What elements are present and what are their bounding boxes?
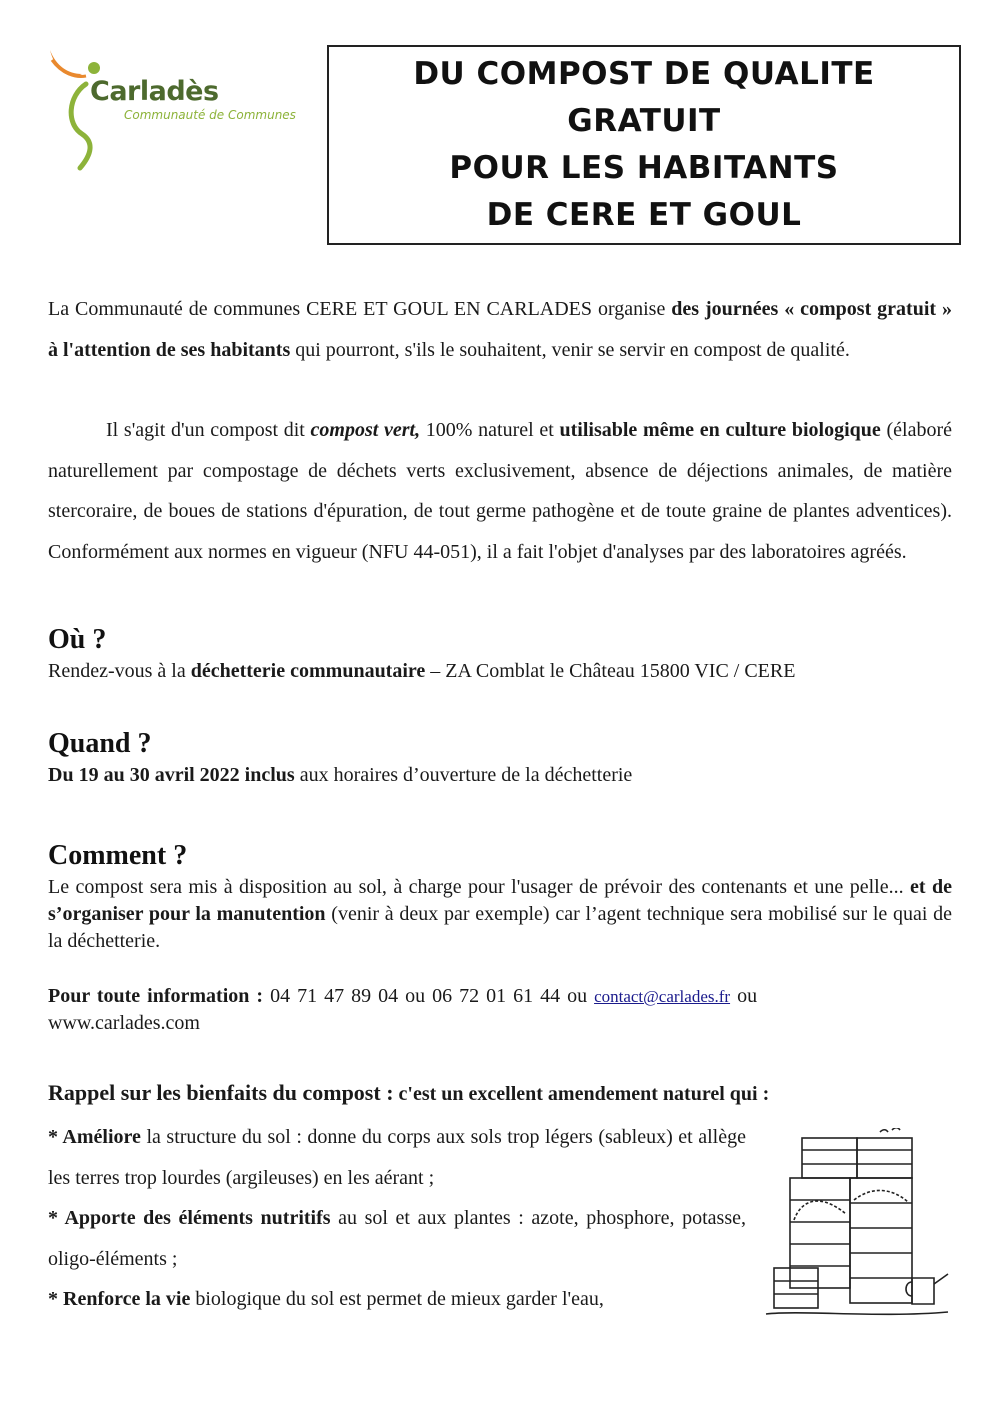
intro-text: qui pourront, s'ils le souhaitent, venir se servir en compost de qualité. [290, 338, 850, 361]
benefit-label: * Améliore [48, 1126, 141, 1148]
compost-bin-illustration-icon [762, 1128, 952, 1323]
heading-ou: Où ? [48, 624, 107, 655]
heading-quand: Quand ? [48, 728, 152, 759]
benefit-text: au sol et aux plantes : azote, phosphore, potasse, oligo-éléments ; [48, 1207, 746, 1270]
quand-dates: Du 19 au 30 avril 2022 inclus [48, 764, 295, 786]
intro-text: 100% naturel et [420, 419, 560, 441]
website-link[interactable]: www.carlades.com [48, 1012, 200, 1034]
contact-phones: 04 71 47 89 04 ou 06 72 01 61 44 ou [263, 985, 595, 1007]
comment-bold: et de s’organiser pour la manutention [48, 876, 952, 925]
intro-text: (élaboré naturellement par compostage de déchets verts exclusivement, absence de déjections animales, de matière stercoraire, de boues de stations d'épuration, de tout germe pathogène et de toute graine de plantes adventices). Conformément aux normes en vigueur (NFU 44-051), il a fait l'objet d'analyses par des laboratoires agréés. [48, 419, 952, 563]
benefit-text: la structure du sol : donne du corps aux sols trop légers (sableux) et allège les terres trop lourdes (argileuses) en les aérant ; [48, 1126, 746, 1189]
comment-text [48, 874, 952, 955]
benefit-text: biologique du sol est permet de mieux garder l'eau, [190, 1288, 604, 1310]
contact-or: ou [730, 985, 758, 1007]
contact-info [48, 983, 952, 1037]
ou-text [48, 658, 952, 685]
list-item [48, 1279, 746, 1320]
title-line-3: POUR LES HABITANTS [449, 150, 839, 186]
logo-subtitle: Communauté de Communes [124, 108, 296, 122]
ou-address: – ZA Comblat le Château 15800 VIC / CERE [425, 660, 796, 682]
intro-bold: des journées « compost gratuit » à l'attention de ses habitants [48, 298, 952, 361]
rappel-title: Rappel sur les bienfaits du compost : [48, 1080, 394, 1105]
title-line-1: DU COMPOST DE QUALITE [413, 56, 875, 92]
rappel-subtitle: c'est un excellent amendement naturel qui : [393, 1083, 770, 1105]
benefit-label: * Apporte des éléments nutritifs [48, 1207, 331, 1229]
compost-vert-term: compost vert, [310, 419, 421, 441]
benefits-list [48, 1117, 746, 1320]
heading-comment: Comment ? [48, 840, 188, 871]
intro-text: La Communauté de communes CERE ET GOUL EN CARLADES organise [48, 298, 672, 320]
intro-paragraph-1 [48, 289, 952, 370]
title-box [327, 45, 961, 245]
intro-bold: utilisable même en culture biologique [559, 419, 881, 441]
contact-label: Pour toute information : [48, 985, 264, 1007]
list-item [48, 1198, 746, 1279]
ou-text-a: Rendez-vous à la [48, 660, 191, 682]
title-line-4: DE CERE ET GOUL [486, 197, 802, 233]
rappel-heading [48, 1077, 952, 1110]
list-item [48, 1117, 746, 1198]
quand-hours: aux horaires d’ouverture de la déchetterie [294, 764, 633, 786]
comment-text-a: Le compost sera mis à disposition au sol, à charge pour l'usager de prévoir des contenants et une pelle... [48, 876, 911, 898]
logo-name: Carladès [90, 76, 219, 107]
intro-paragraph-2 [48, 410, 952, 572]
benefit-label: * Renforce la vie [48, 1288, 191, 1310]
email-link[interactable]: contact@carlades.fr [594, 987, 731, 1006]
ou-location: déchetterie communautaire [190, 660, 426, 682]
title-line-2: GRATUIT [567, 103, 721, 139]
quand-text [48, 762, 952, 789]
intro-text: Il s'agit d'un compost dit [106, 419, 311, 441]
comment-text-c: (venir à deux par exemple) car l’agent technique sera mobilisé sur le quai de la déchetterie. [48, 903, 953, 952]
